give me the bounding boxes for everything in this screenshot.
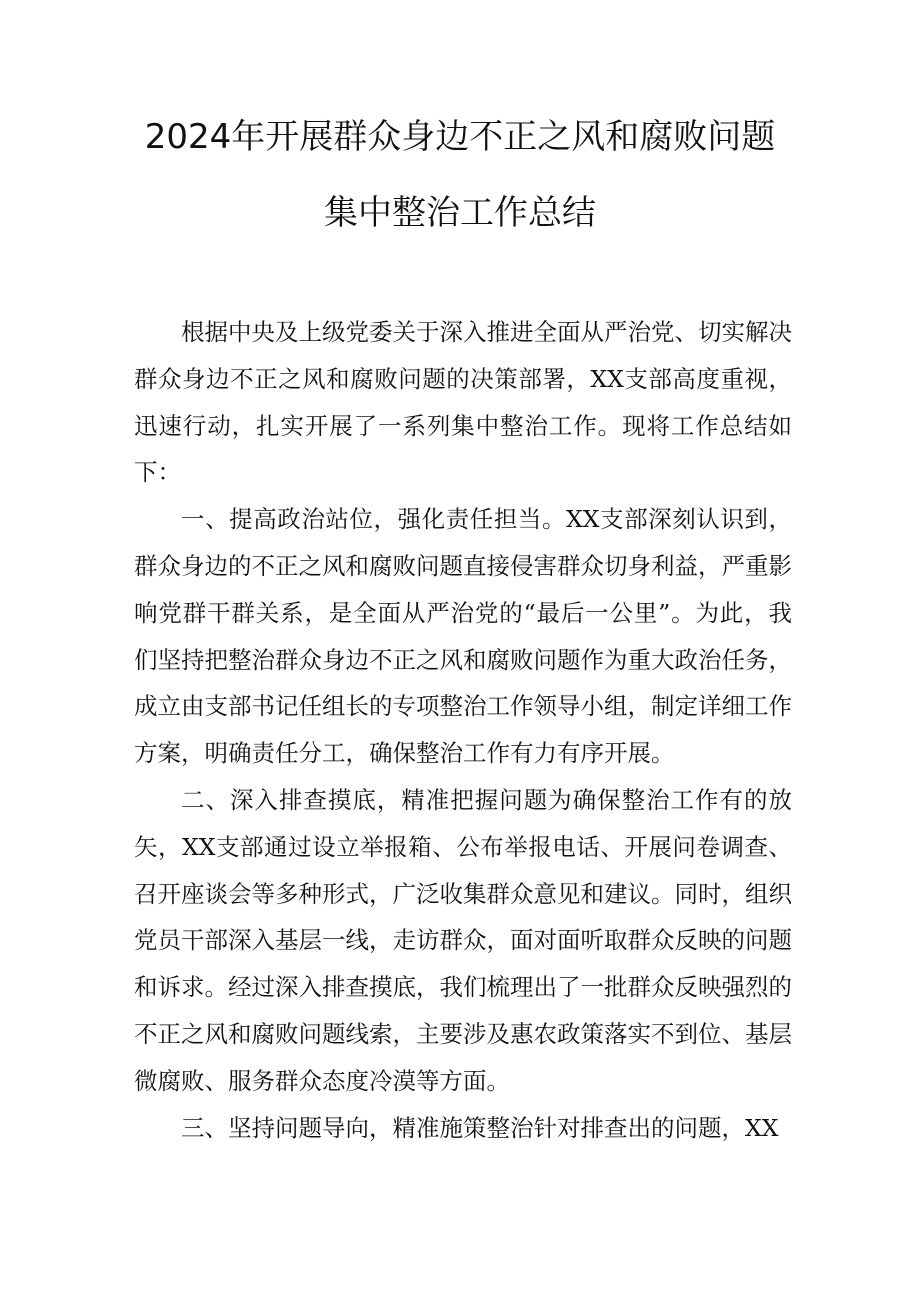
title-line-1: 2024年开展群众身边不正之风和腐败问题 [144,117,776,157]
paragraph-section-2: 二、深入排查摸底，精准把握问题为确保整治工作有的放矢，XX支部通过设立举报箱、公布举报电话、开展问卷调查、召开座谈会等多种形式，广泛收集群众意见和建议。同时，组织党员干部深入基层一线，走访群众，面对面听取群众反映的问题和诉求。经过深入排查摸底，我们梳理出了一批群众反映强烈的不正之风和腐败问题线索，主要涉及惠农政策落实不到位、基层微腐败、服务群众态度冷漠等方面。 [134,785,792,1095]
paragraph-intro: 根据中央及上级党委关于深入推进全面从严治党、切实解决群众身边不正之风和腐败问题的决策部署，XX支部高度重视，迅速行动，扎实开展了一系列集中整治工作。现将工作总结如下： [134,318,792,487]
paragraph-section-1: 一、提高政治站位，强化责任担当。XX支部深刻认识到，群众身边的不正之风和腐败问题直接侵害群众切身利益，严重影响党群干群关系，是全面从严治党的“最后一公里”。为此，我们坚持把整治群众身边不正之风和腐败问题作为重大政治任务，成立由支部书记任组长的专项整治工作领导小组，制定详细工作方案，明确责任分工，确保整治工作有力有序开展。 [134,505,792,768]
title-line-2: 集中整治工作总结 [324,193,596,233]
document-title [0,118,920,232]
document-body [134,309,792,1151]
paragraph-section-3: 三、坚持问题导向，精准施策整治针对排查出的问题，XX [181,1113,779,1142]
